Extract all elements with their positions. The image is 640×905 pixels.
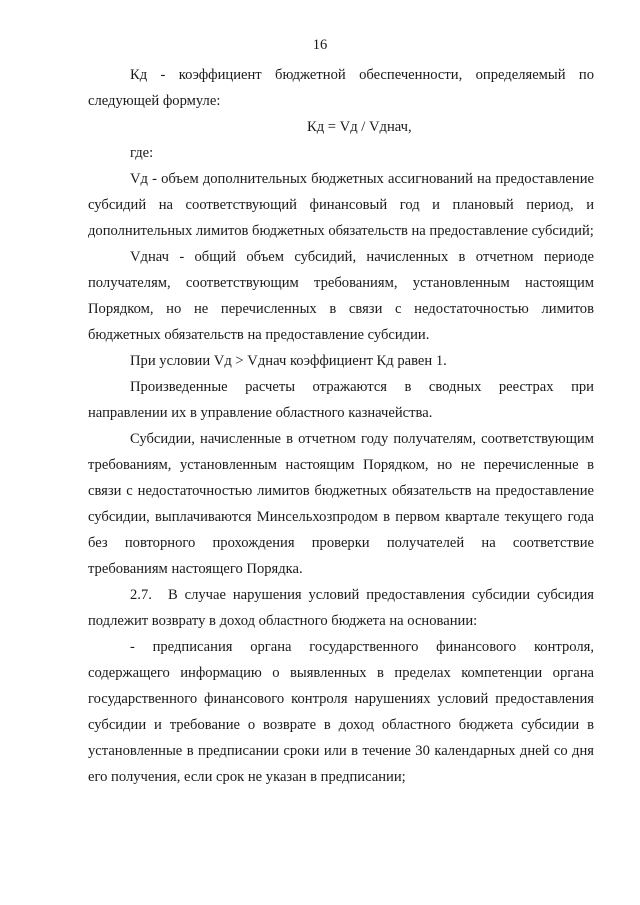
paragraph-order-item: - предписания органа государственного финансового контроля, содержащего информацию о выявленных в пределах компетенции органа государственного финансового контроля нарушениях условий предоставления субсидии и требование о возврате в доход областного бюджета субсидии в установленные в предписании сроки или в течение 30 календарных дней со дня его получения, если срок не указан в предписании; [88, 639, 594, 785]
document-body [88, 62, 594, 790]
paragraph-subsidies-paid: Субсидии, начисленные в отчетном году получателям, соответствующим требованиям, установленным настоящим Порядком, но не перечисленные в связи с недостаточностью лимитов бюджетных обязательств на предоставление субсидии, выплачиваются Минсельхозпродом в первом квартале текущего года без повторного прохождения проверки получателей на соответствие требованиям настоящего Порядка. [88, 431, 594, 577]
paragraph-vdnach-definition: Vднач - общий объем субсидий, начисленных в отчетном периоде получателям, соответствующим требованиям, установленным настоящим Порядком, но не перечисленных в связи с недостаточностью лимитов бюджетных обязательств на предоставление субсидии. [88, 249, 594, 343]
formula-kd: Кд = Vд / Vднач, [307, 119, 412, 135]
paragraph-vd-definition: Vд - объем дополнительных бюджетных ассигнований на предоставление субсидий на соответствующий финансовый год и плановый период, и дополнительных лимитов бюджетных обязательств на предоставление субсидий; [88, 171, 594, 239]
paragraph-calculations: Произведенные расчеты отражаются в сводных реестрах при направлении их в управление областного казначейства. [88, 379, 594, 421]
clause-number: 2.7. [130, 587, 152, 603]
page-number: 16 [312, 37, 328, 53]
clause-text: В случае нарушения условий предоставления субсидии субсидия подлежит возврату в доход областного бюджета на основании: [88, 587, 594, 629]
paragraph-kd-definition: Кд - коэффициент бюджетной обеспеченности, определяемый по следующей формуле: [88, 67, 594, 109]
paragraph-clause-2-7 [88, 582, 594, 634]
paragraph-where: где: [130, 145, 154, 161]
paragraph-condition: При условии Vд > Vднач коэффициент Кд равен 1. [130, 353, 447, 369]
